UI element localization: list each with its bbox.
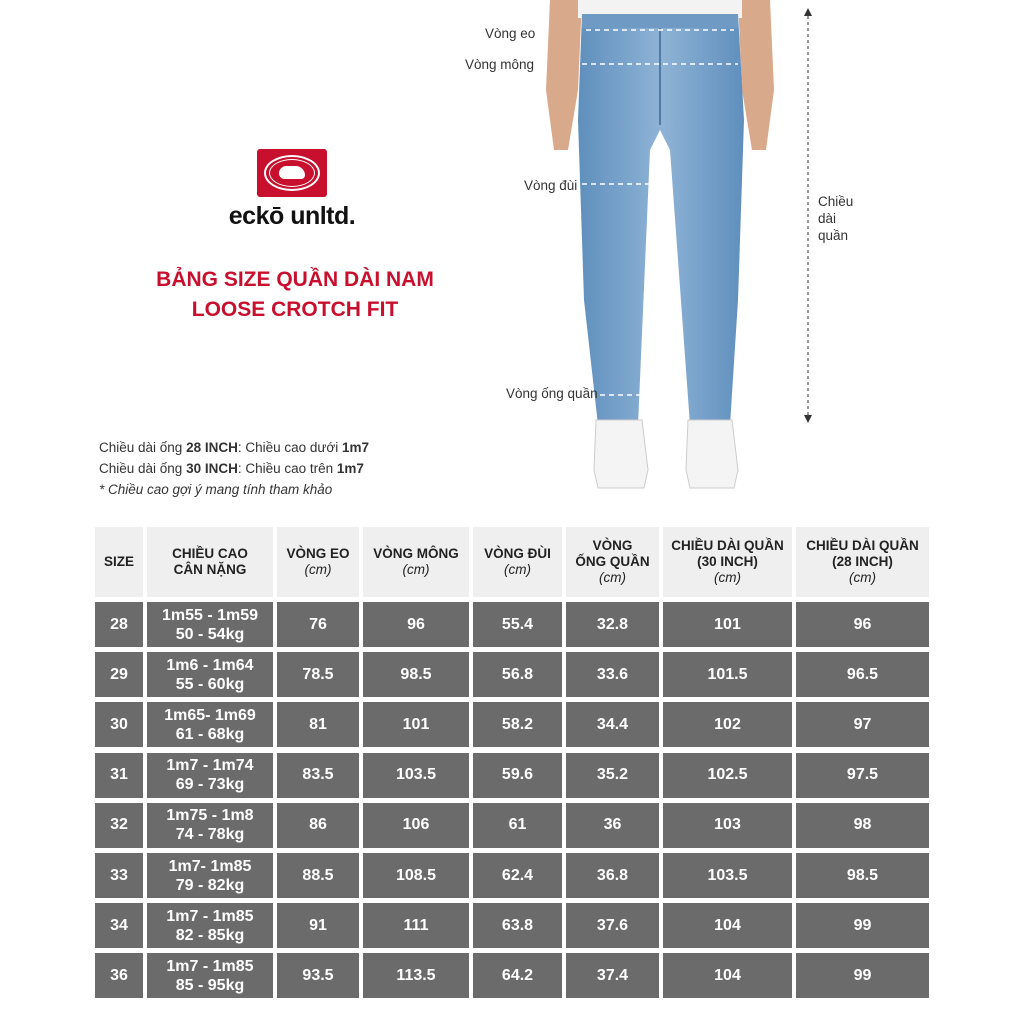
- cell-length-30: 104: [663, 903, 792, 948]
- header-length-28: CHIỀU DÀI QUẦN (28 INCH) (cm): [796, 527, 929, 597]
- cell-size: 32: [95, 803, 143, 848]
- cell-hem: 36: [566, 803, 659, 848]
- cell-hip: 98.5: [363, 652, 469, 697]
- cell-size: 30: [95, 702, 143, 747]
- cell-length-30: 101.5: [663, 652, 792, 697]
- cell-size: 33: [95, 853, 143, 898]
- brand-logo: [257, 149, 327, 197]
- table-row: [95, 652, 929, 697]
- cell-hip: 106: [363, 803, 469, 848]
- header-hem: VÒNG ỐNG QUẦN (cm): [566, 527, 659, 597]
- cell-waist: 93.5: [277, 953, 359, 998]
- cell-height-weight: 1m7 - 1m74 69 - 73kg: [147, 753, 273, 798]
- note-30-inch: Chiều dài ống 30 INCH: Chiều cao trên 1m7: [99, 461, 364, 476]
- brand-name: eckō unltd.: [228, 202, 356, 230]
- label-length: Chiều dài quần: [818, 194, 854, 243]
- table-row: [95, 853, 929, 898]
- cell-length-28: 96.5: [796, 652, 929, 697]
- header-size: SIZE: [95, 527, 143, 597]
- cell-hip: 111: [363, 903, 469, 948]
- cell-hem: 37.4: [566, 953, 659, 998]
- cell-hip: 108.5: [363, 853, 469, 898]
- cell-length-30: 103: [663, 803, 792, 848]
- header-height-weight: CHIỀU CAO CÂN NẶNG: [147, 527, 273, 597]
- label-hem: Vòng ống quần: [506, 386, 598, 401]
- cell-hem: 35.2: [566, 753, 659, 798]
- cell-hip: 101: [363, 702, 469, 747]
- table-row: [95, 953, 929, 998]
- cell-height-weight: 1m55 - 1m59 50 - 54kg: [147, 602, 273, 647]
- cell-length-30: 102: [663, 702, 792, 747]
- cell-hip: 113.5: [363, 953, 469, 998]
- cell-thigh: 62.4: [473, 853, 562, 898]
- cell-thigh: 63.8: [473, 903, 562, 948]
- cell-waist: 76: [277, 602, 359, 647]
- cell-length-28: 99: [796, 953, 929, 998]
- cell-waist: 78.5: [277, 652, 359, 697]
- cell-thigh: 64.2: [473, 953, 562, 998]
- cell-thigh: 58.2: [473, 702, 562, 747]
- note-28-inch: Chiều dài ống 28 INCH: Chiều cao dưới 1m7: [99, 440, 370, 455]
- cell-hem: 37.6: [566, 903, 659, 948]
- cell-height-weight: 1m7- 1m85 79 - 82kg: [147, 853, 273, 898]
- header-thigh: VÒNG ĐÙI (cm): [473, 527, 562, 597]
- cell-waist: 88.5: [277, 853, 359, 898]
- cell-height-weight: 1m6 - 1m64 55 - 60kg: [147, 652, 273, 697]
- label-waist: Vòng eo: [485, 26, 536, 41]
- cell-thigh: 59.6: [473, 753, 562, 798]
- rhino-icon: [279, 166, 305, 179]
- chart-subtitle: LOOSE CROTCH FIT: [191, 298, 399, 321]
- cell-length-28: 96: [796, 602, 929, 647]
- cell-length-30: 102.5: [663, 753, 792, 798]
- table-row: [95, 903, 929, 948]
- cell-length-30: 101: [663, 602, 792, 647]
- cell-length-28: 98.5: [796, 853, 929, 898]
- note-disclaimer: * Chiều cao gợi ý mang tính tham khảo: [99, 482, 333, 497]
- cell-height-weight: 1m75 - 1m8 74 - 78kg: [147, 803, 273, 848]
- cell-hem: 36.8: [566, 853, 659, 898]
- cell-length-30: 104: [663, 953, 792, 998]
- cell-length-30: 103.5: [663, 853, 792, 898]
- cell-length-28: 97: [796, 702, 929, 747]
- cell-hem: 34.4: [566, 702, 659, 747]
- cell-size: 36: [95, 953, 143, 998]
- table-header-row: [95, 527, 929, 597]
- label-thigh: Vòng đùi: [524, 178, 578, 193]
- header-hip: VÒNG MÔNG (cm): [363, 527, 469, 597]
- cell-waist: 91: [277, 903, 359, 948]
- cell-thigh: 61: [473, 803, 562, 848]
- cell-length-28: 97.5: [796, 753, 929, 798]
- jeans-model-image: [520, 0, 800, 500]
- cell-hip: 103.5: [363, 753, 469, 798]
- table-row: [95, 803, 929, 848]
- cell-hem: 33.6: [566, 652, 659, 697]
- length-arrow-icon: [800, 8, 816, 423]
- cell-height-weight: 1m7 - 1m85 85 - 95kg: [147, 953, 273, 998]
- cell-height-weight: 1m65- 1m69 61 - 68kg: [147, 702, 273, 747]
- table-row: [95, 602, 929, 647]
- cell-waist: 81: [277, 702, 359, 747]
- table-row: [95, 702, 929, 747]
- cell-waist: 86: [277, 803, 359, 848]
- cell-length-28: 98: [796, 803, 929, 848]
- cell-height-weight: 1m7 - 1m85 82 - 85kg: [147, 903, 273, 948]
- cell-size: 29: [95, 652, 143, 697]
- table-row: [95, 753, 929, 798]
- cell-length-28: 99: [796, 903, 929, 948]
- header-length-30: CHIỀU DÀI QUẦN (30 INCH) (cm): [663, 527, 792, 597]
- cell-thigh: 55.4: [473, 602, 562, 647]
- cell-size: 34: [95, 903, 143, 948]
- label-hip: Vòng mông: [465, 57, 535, 72]
- header-waist: VÒNG EO (cm): [277, 527, 359, 597]
- cell-hip: 96: [363, 602, 469, 647]
- cell-size: 28: [95, 602, 143, 647]
- cell-hem: 32.8: [566, 602, 659, 647]
- cell-size: 31: [95, 753, 143, 798]
- cell-thigh: 56.8: [473, 652, 562, 697]
- chart-title: BẢNG SIZE QUẦN DÀI NAM: [156, 268, 434, 291]
- cell-waist: 83.5: [277, 753, 359, 798]
